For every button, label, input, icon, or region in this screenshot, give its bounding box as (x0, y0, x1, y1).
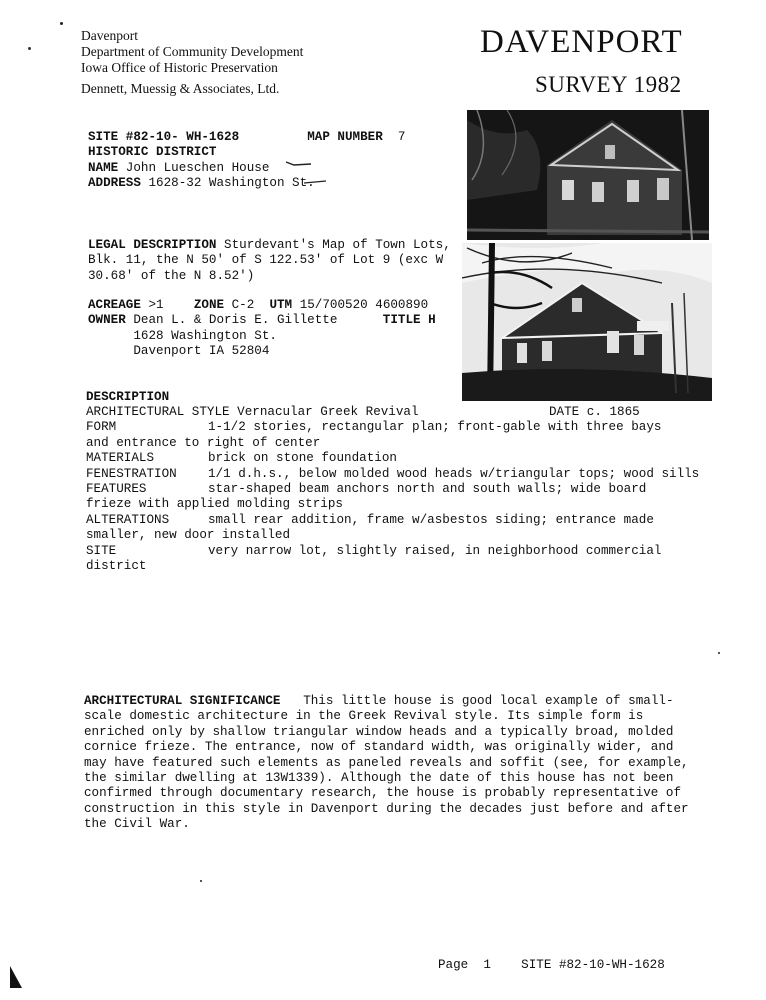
scan-speck (200, 880, 202, 882)
owner-label: OWNER (88, 313, 126, 328)
document-subtitle: SURVEY 1982 (535, 72, 682, 97)
site-info (88, 130, 405, 192)
map-number: 7 (397, 130, 406, 144)
house-photo-front (467, 110, 709, 240)
owner-address-line2: Davenport IA 52804 (133, 344, 270, 359)
utm-label: UTM (269, 298, 293, 312)
features-row-cont: frieze with applied molding strips (86, 497, 343, 512)
page-label: Page (438, 958, 469, 972)
map-number-label: MAP NUMBER (307, 130, 383, 144)
date-value: c. 1865 (586, 405, 640, 419)
utm-value: 15/700520 4600890 (299, 298, 429, 312)
header-organization (81, 28, 303, 97)
alterations-label: ALTERATIONS (86, 512, 170, 527)
site-desc-label: SITE (86, 543, 117, 558)
site-row (86, 544, 726, 559)
style-row (86, 405, 726, 420)
form-label: FORM (86, 420, 117, 435)
acreage-value: >1 (148, 298, 164, 312)
features-row (86, 482, 726, 497)
site-desc-value: very narrow lot, slightly raised, in neighborhood commercial (208, 543, 662, 558)
fenestration-row (86, 467, 726, 482)
owner-address-line1: 1628 Washington St. (133, 328, 277, 343)
page-number: 1 (483, 958, 491, 972)
description-heading (86, 390, 169, 405)
document-title: DAVENPORT (480, 24, 683, 60)
address-label: ADDRESS (88, 176, 141, 191)
footer-site-ref: SITE #82-10-WH-1628 (521, 958, 665, 972)
alterations-value: small rear addition, frame w/asbestos siding; entrance made (208, 512, 654, 527)
site-label: SITE (88, 130, 119, 144)
scan-speck (60, 22, 63, 25)
legal-description (88, 238, 460, 284)
form-value: 1-1/2 stories, rectangular plan; front-gable with three bays (208, 420, 662, 435)
name-label: NAME (88, 160, 119, 175)
page-footer (438, 958, 665, 973)
org-office: Iowa Office of Historic Preservation (81, 60, 278, 75)
fenestration-value: 1/1 d.h.s., below molded wood heads w/triangular tops; wood sills (208, 466, 700, 481)
historic-district-label: HISTORIC DISTRICT (88, 145, 217, 160)
date-field (549, 405, 640, 420)
house-photo-oblique (462, 243, 712, 401)
property-name: John Lueschen House (125, 160, 270, 175)
form-row-cont: and entrance to right of center (86, 435, 321, 450)
parcel-info (88, 298, 436, 360)
org-department: Department of Community Development (81, 44, 304, 59)
significance-text: This little house is good local example of small-scale domestic architecture in the Greek Revival style. Its simple form is enriched only by shallow triangular window heads and a typically broad, molded cornice frieze. The entrance, now of standard width, was originally wider, and may have featured such elements as paneled reveals and soffit (see, for example, the similar dwelling at 13W1339). Although the date of this house has not been confirmed through documentary research, the house is probably representative of construction in this style in Davenport during the decades just before and after the Civil War. (84, 694, 689, 832)
form-row (86, 420, 726, 435)
corner-arrow-icon (8, 964, 24, 990)
org-firm: Dennett, Muessig & Associates, Ltd. (81, 81, 280, 96)
scan-speck (28, 47, 31, 50)
style-label: ARCHITECTURAL STYLE (86, 405, 230, 419)
legal-label: LEGAL DESCRIPTION (88, 238, 217, 252)
org-city: Davenport (81, 28, 138, 43)
description-heading-text: DESCRIPTION (86, 390, 170, 404)
title-label: TITLE (382, 313, 421, 328)
alterations-row (86, 513, 726, 528)
style-value: Vernacular Greek Revival (237, 405, 419, 419)
legal-text: Sturdevant's Map of Town Lots, Blk. 11, the N 50' of S 122.53' of Lot 9 (exc W 30.68' of the N 8.52') (88, 238, 451, 283)
zone-value: C-2 (231, 298, 255, 312)
zone-label: ZONE (193, 298, 225, 312)
description-body (86, 405, 726, 574)
materials-row (86, 451, 726, 466)
significance-label: ARCHITECTURAL SIGNIFICANCE (84, 694, 281, 708)
handwritten-arrow-icon (302, 177, 328, 187)
materials-label: MATERIALS (86, 451, 155, 466)
site-row-cont: district (86, 559, 147, 574)
significance-section (84, 694, 696, 833)
features-label: FEATURES (86, 482, 147, 497)
features-value: star-shaped beam anchors north and south walls; wide board (208, 482, 647, 497)
owner-name: Dean L. & Doris E. Gillette (133, 313, 338, 328)
materials-value: brick on stone foundation (208, 451, 397, 466)
scan-speck (718, 652, 720, 654)
acreage-label: ACREAGE (88, 298, 141, 312)
site-number: #82-10- WH-1628 (125, 130, 240, 144)
handwritten-arrow-icon (284, 159, 314, 169)
date-label: DATE (549, 405, 580, 419)
title-value: H (428, 313, 436, 328)
alterations-row-cont: smaller, new door installed (86, 528, 291, 543)
property-address: 1628-32 Washington St. (148, 176, 315, 191)
fenestration-label: FENESTRATION (86, 466, 177, 481)
